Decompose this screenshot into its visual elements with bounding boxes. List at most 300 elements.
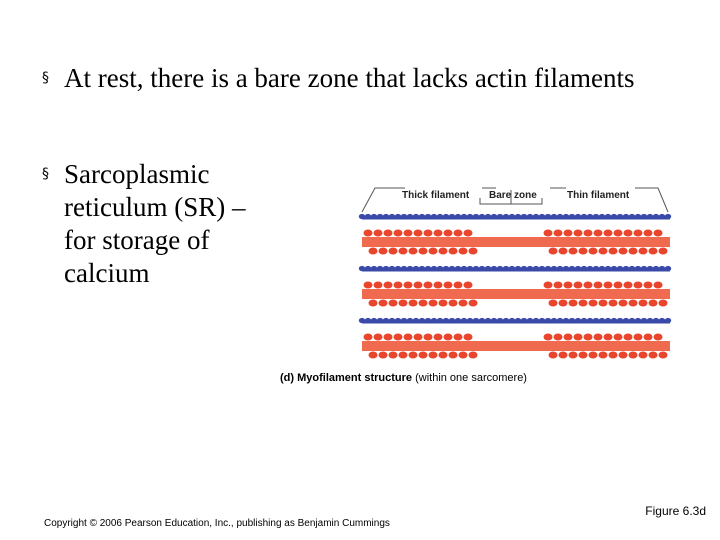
actin-bead — [467, 266, 473, 271]
actin-bead — [443, 318, 449, 323]
myosin-head — [634, 334, 643, 341]
myosin-head — [459, 352, 468, 359]
myosin-head — [654, 282, 663, 289]
actin-bead — [647, 214, 653, 219]
actin-bead — [449, 214, 455, 219]
actin-bead — [515, 214, 521, 219]
myosin-head — [379, 300, 388, 307]
actin-bead — [419, 214, 425, 219]
bullet-marker: § — [42, 70, 49, 86]
myosin-head — [389, 248, 398, 255]
myosin-head — [439, 248, 448, 255]
actin-bead — [665, 214, 671, 219]
actin-bead — [587, 318, 593, 323]
myosin-head — [574, 282, 583, 289]
myosin-head — [444, 282, 453, 289]
actin-bead — [359, 214, 365, 219]
bullet-text: Sarcoplasmic reticulum (SR) – for storage of calcium — [64, 159, 246, 288]
actin-bead — [659, 214, 665, 219]
actin-bead — [599, 318, 605, 323]
actin-bead — [401, 266, 407, 271]
myosin-head — [609, 300, 618, 307]
actin-bead — [617, 266, 623, 271]
myosin-head — [404, 282, 413, 289]
actin-bead — [659, 266, 665, 271]
actin-bead — [395, 266, 401, 271]
actin-bead — [659, 318, 665, 323]
myosin-head — [579, 248, 588, 255]
myosin-head — [544, 334, 553, 341]
myosin-head — [559, 248, 568, 255]
actin-bead — [629, 214, 635, 219]
myosin-head — [449, 300, 458, 307]
myosin-head — [459, 248, 468, 255]
actin-bead — [365, 214, 371, 219]
actin-bead — [581, 266, 587, 271]
bullet-sarcoplasmic-reticulum — [42, 158, 282, 290]
myosin-head — [599, 248, 608, 255]
myosin-head — [384, 334, 393, 341]
actin-bead — [413, 214, 419, 219]
actin-bead — [593, 266, 599, 271]
myosin-head — [594, 334, 603, 341]
actin-bead — [599, 266, 605, 271]
actin-bead — [635, 266, 641, 271]
actin-bead — [515, 266, 521, 271]
actin-bead — [611, 266, 617, 271]
actin-bead — [419, 318, 425, 323]
myosin-head — [629, 352, 638, 359]
myosin-head — [569, 352, 578, 359]
myosin-head — [644, 334, 653, 341]
actin-bead — [521, 318, 527, 323]
actin-bead — [623, 318, 629, 323]
myosin-head — [594, 230, 603, 237]
actin-bead — [587, 266, 593, 271]
actin-bead — [491, 214, 497, 219]
myosin-head — [644, 230, 653, 237]
myosin-head — [554, 230, 563, 237]
myosin-head — [379, 352, 388, 359]
myosin-head — [399, 300, 408, 307]
actin-bead — [401, 214, 407, 219]
myosin-head — [394, 334, 403, 341]
actin-bead — [527, 214, 533, 219]
actin-bead — [665, 266, 671, 271]
myosin-head — [634, 282, 643, 289]
actin-bead — [641, 318, 647, 323]
actin-bead — [521, 214, 527, 219]
actin-bead — [503, 318, 509, 323]
myosin-head — [599, 300, 608, 307]
actin-bead — [389, 318, 395, 323]
actin-bead — [629, 318, 635, 323]
myosin-head — [459, 300, 468, 307]
myosin-head — [604, 282, 613, 289]
myosin-head — [454, 334, 463, 341]
actin-bead — [569, 214, 575, 219]
actin-bead — [383, 266, 389, 271]
actin-bead — [443, 214, 449, 219]
actin-bead — [461, 318, 467, 323]
actin-bead — [431, 266, 437, 271]
actin-bead — [437, 318, 443, 323]
actin-bead — [527, 266, 533, 271]
actin-bead — [611, 214, 617, 219]
myosin-head — [649, 248, 658, 255]
actin-bead — [503, 266, 509, 271]
myosin-head — [589, 248, 598, 255]
myosin-head — [434, 282, 443, 289]
actin-bead — [533, 214, 539, 219]
actin-bead — [413, 318, 419, 323]
actin-bead — [425, 214, 431, 219]
actin-bead — [623, 266, 629, 271]
myosin-head — [614, 282, 623, 289]
actin-bead — [587, 214, 593, 219]
myosin-head — [429, 300, 438, 307]
myosin-head — [584, 334, 593, 341]
actin-bead — [413, 266, 419, 271]
myosin-head — [414, 230, 423, 237]
myosin-head — [659, 300, 668, 307]
myosin-head — [634, 230, 643, 237]
myosin-head — [639, 300, 648, 307]
actin-bead — [653, 318, 659, 323]
caption-bold: Myofilament structure — [297, 372, 413, 384]
thin-filament-label: Thin filament — [567, 190, 630, 201]
actin-bead — [491, 266, 497, 271]
actin-bead — [611, 318, 617, 323]
myosin-head — [644, 282, 653, 289]
myosin-head — [369, 352, 378, 359]
actin-bead — [377, 318, 383, 323]
myosin-head — [544, 230, 553, 237]
myosin-head — [614, 230, 623, 237]
actin-bead — [617, 318, 623, 323]
bare-zone-label: Bare zone — [489, 190, 537, 201]
myosin-head — [384, 282, 393, 289]
actin-bead — [461, 266, 467, 271]
myosin-head — [619, 300, 628, 307]
myosin-head — [624, 230, 633, 237]
actin-bead — [479, 214, 485, 219]
thick-filament-core — [362, 289, 670, 299]
myosin-head — [364, 334, 373, 341]
actin-bead — [425, 318, 431, 323]
myosin-head — [629, 248, 638, 255]
actin-bead — [383, 214, 389, 219]
actin-bead — [395, 214, 401, 219]
bullet-text: At rest, there is a bare zone that lacks actin filaments — [64, 63, 635, 93]
actin-bead — [491, 318, 497, 323]
thin-leader-right — [635, 188, 668, 212]
myosin-head — [554, 334, 563, 341]
actin-bead — [665, 318, 671, 323]
actin-bead — [371, 214, 377, 219]
actin-bead — [605, 266, 611, 271]
filament-rows — [359, 214, 671, 359]
actin-bead — [503, 214, 509, 219]
bullet-marker: § — [42, 166, 49, 182]
myosin-head — [639, 248, 648, 255]
myosin-head — [594, 282, 603, 289]
actin-bead — [551, 214, 557, 219]
myosin-head — [454, 282, 463, 289]
myosin-head — [364, 230, 373, 237]
actin-bead — [635, 214, 641, 219]
myosin-head — [399, 352, 408, 359]
actin-bead — [377, 266, 383, 271]
actin-bead — [371, 266, 377, 271]
actin-bead — [431, 214, 437, 219]
actin-bead — [455, 266, 461, 271]
actin-bead — [569, 318, 575, 323]
myosin-head — [649, 352, 658, 359]
myosin-head — [444, 230, 453, 237]
actin-bead — [575, 318, 581, 323]
actin-bead — [551, 318, 557, 323]
actin-bead — [623, 214, 629, 219]
actin-bead — [473, 214, 479, 219]
myosin-head — [379, 248, 388, 255]
actin-bead — [575, 214, 581, 219]
actin-bead — [635, 318, 641, 323]
myosin-head — [564, 230, 573, 237]
actin-bead — [533, 266, 539, 271]
thick-filament-core — [362, 237, 670, 247]
thick-leader-left — [362, 188, 405, 212]
actin-bead — [359, 266, 365, 271]
myosin-head — [614, 334, 623, 341]
myosin-head — [609, 352, 618, 359]
myosin-head — [464, 334, 473, 341]
actin-bead — [485, 266, 491, 271]
actin-bead — [581, 318, 587, 323]
actin-bead — [629, 266, 635, 271]
myosin-head — [409, 352, 418, 359]
actin-bead — [509, 266, 515, 271]
thick-filament-label: Thick filament — [402, 190, 470, 201]
caption-rest: (within one sarcomere) — [415, 372, 527, 384]
actin-bead — [605, 214, 611, 219]
actin-bead — [455, 318, 461, 323]
actin-bead — [539, 318, 545, 323]
myosin-head — [389, 352, 398, 359]
actin-bead — [365, 266, 371, 271]
actin-bead — [581, 214, 587, 219]
myosin-head — [369, 248, 378, 255]
actin-bead — [425, 266, 431, 271]
actin-bead — [545, 318, 551, 323]
myosin-head — [554, 282, 563, 289]
thick-filament-core — [362, 341, 670, 351]
actin-bead — [455, 214, 461, 219]
actin-bead — [641, 266, 647, 271]
actin-bead — [383, 318, 389, 323]
myosin-head — [409, 248, 418, 255]
myosin-head — [429, 248, 438, 255]
myosin-head — [604, 230, 613, 237]
myosin-head — [549, 300, 558, 307]
actin-bead — [527, 318, 533, 323]
actin-bead — [647, 266, 653, 271]
actin-bead — [575, 266, 581, 271]
actin-bead — [563, 318, 569, 323]
myosin-head — [584, 230, 593, 237]
actin-bead — [365, 318, 371, 323]
actin-bead — [467, 318, 473, 323]
myosin-head — [629, 300, 638, 307]
actin-bead — [557, 318, 563, 323]
actin-bead — [389, 214, 395, 219]
actin-bead — [647, 318, 653, 323]
actin-bead — [569, 266, 575, 271]
myosin-head — [649, 300, 658, 307]
myosin-head — [419, 248, 428, 255]
myosin-head — [564, 282, 573, 289]
myosin-head — [609, 248, 618, 255]
actin-bead — [437, 266, 443, 271]
actin-bead — [641, 214, 647, 219]
myosin-head — [469, 352, 478, 359]
myosin-head — [419, 352, 428, 359]
actin-bead — [557, 214, 563, 219]
myosin-head — [419, 300, 428, 307]
myosin-head — [574, 230, 583, 237]
myosin-head — [464, 230, 473, 237]
myosin-head — [549, 248, 558, 255]
actin-bead — [539, 266, 545, 271]
myosin-head — [439, 352, 448, 359]
myosin-head — [469, 248, 478, 255]
myosin-head — [654, 230, 663, 237]
actin-bead — [539, 214, 545, 219]
actin-bead — [557, 266, 563, 271]
myosin-head — [434, 230, 443, 237]
myosin-head — [469, 300, 478, 307]
actin-bead — [485, 318, 491, 323]
actin-bead — [563, 266, 569, 271]
myosin-head — [659, 248, 668, 255]
myosin-head — [589, 300, 598, 307]
myosin-head — [579, 300, 588, 307]
actin-bead — [467, 214, 473, 219]
myosin-head — [369, 300, 378, 307]
myosin-head — [624, 334, 633, 341]
myosin-head — [549, 352, 558, 359]
actin-bead — [371, 318, 377, 323]
figure-reference: Figure 6.3d — [645, 504, 706, 518]
actin-bead — [563, 214, 569, 219]
myosin-head — [619, 352, 628, 359]
actin-bead — [521, 266, 527, 271]
actin-bead — [407, 214, 413, 219]
figure-caption — [280, 372, 527, 384]
actin-bead — [605, 318, 611, 323]
actin-bead — [395, 318, 401, 323]
myosin-head — [569, 300, 578, 307]
myofilament-figure — [270, 180, 710, 400]
actin-bead — [389, 266, 395, 271]
actin-bead — [377, 214, 383, 219]
bullet-bare-zone — [42, 62, 682, 95]
actin-bead — [407, 266, 413, 271]
myosin-head — [584, 282, 593, 289]
myosin-head — [619, 248, 628, 255]
myosin-head — [404, 230, 413, 237]
actin-bead — [437, 214, 443, 219]
caption-prefix: (d) — [280, 372, 295, 384]
myosin-head — [424, 334, 433, 341]
actin-bead — [617, 214, 623, 219]
myosin-head — [409, 300, 418, 307]
actin-bead — [431, 318, 437, 323]
actin-bead — [449, 266, 455, 271]
actin-bead — [551, 266, 557, 271]
myosin-head — [589, 352, 598, 359]
actin-bead — [599, 214, 605, 219]
myosin-head — [449, 248, 458, 255]
actin-bead — [509, 214, 515, 219]
actin-bead — [533, 318, 539, 323]
myosin-head — [374, 282, 383, 289]
actin-bead — [509, 318, 515, 323]
actin-bead — [497, 214, 503, 219]
myosin-head — [559, 300, 568, 307]
myosin-head — [454, 230, 463, 237]
myosin-head — [394, 230, 403, 237]
myosin-head — [564, 334, 573, 341]
actin-bead — [419, 266, 425, 271]
myosin-head — [444, 334, 453, 341]
actin-bead — [593, 318, 599, 323]
myosin-head — [559, 352, 568, 359]
copyright-notice: Copyright © 2006 Pearson Education, Inc., publishing as Benjamin Cummings — [44, 518, 390, 529]
actin-bead — [443, 266, 449, 271]
actin-bead — [545, 214, 551, 219]
myosin-head — [374, 230, 383, 237]
myosin-head — [434, 334, 443, 341]
myosin-head — [389, 300, 398, 307]
actin-bead — [479, 266, 485, 271]
myofilament-illustration — [270, 180, 710, 400]
actin-bead — [545, 266, 551, 271]
myosin-head — [384, 230, 393, 237]
myosin-head — [654, 334, 663, 341]
myosin-head — [579, 352, 588, 359]
myosin-head — [599, 352, 608, 359]
myosin-head — [424, 282, 433, 289]
actin-bead — [449, 318, 455, 323]
myosin-head — [394, 282, 403, 289]
actin-bead — [473, 318, 479, 323]
myosin-head — [429, 352, 438, 359]
actin-bead — [473, 266, 479, 271]
actin-bead — [407, 318, 413, 323]
actin-bead — [479, 318, 485, 323]
myosin-head — [574, 334, 583, 341]
myosin-head — [544, 282, 553, 289]
actin-bead — [653, 266, 659, 271]
myosin-head — [424, 230, 433, 237]
actin-bead — [497, 318, 503, 323]
actin-bead — [593, 214, 599, 219]
actin-bead — [497, 266, 503, 271]
actin-bead — [515, 318, 521, 323]
actin-bead — [653, 214, 659, 219]
myosin-head — [659, 352, 668, 359]
